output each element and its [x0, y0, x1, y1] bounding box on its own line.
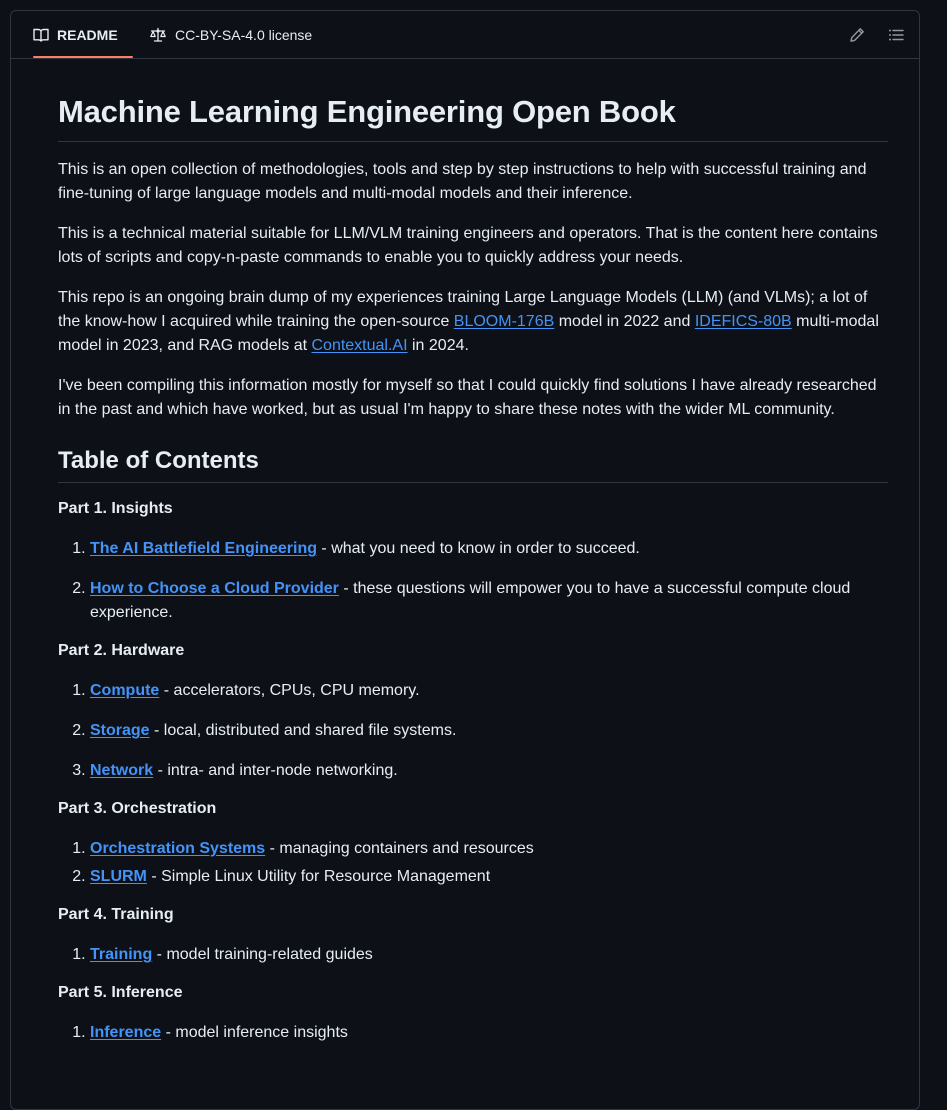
tab-license[interactable]	[149, 11, 312, 59]
active-tab-indicator	[33, 56, 133, 58]
toc-link-compute[interactable]: Compute	[90, 682, 160, 699]
list-item	[90, 679, 888, 703]
p3-text-2: model in 2022 and	[554, 313, 695, 330]
toc-desc: - Simple Linux Utility for Resource Management	[146, 868, 491, 885]
toc-desc: - local, distributed and shared file systems.	[149, 722, 457, 739]
list-unordered-icon	[888, 27, 904, 43]
toc-desc: - intra- and inter-node networking.	[153, 762, 398, 779]
book-icon	[33, 27, 49, 43]
intro-paragraph-4: I've been compiling this information mostly for myself so that I could quickly find solutions I have already researched in the past and which have worked, but as usual I'm happy to share these notes with the wider ML community.	[58, 377, 877, 418]
toc-desc: - model training-related guides	[152, 946, 373, 963]
toc-link-storage[interactable]: Storage	[90, 722, 150, 739]
tab-bar	[11, 11, 919, 59]
toc-link-inference[interactable]: Inference	[90, 1024, 162, 1041]
part-3-title: Part 3. Orchestration	[58, 800, 217, 817]
list-item	[90, 759, 888, 783]
tab-readme[interactable]	[33, 11, 118, 59]
list-item	[90, 865, 888, 889]
p3-text-1: This repo is an ongoing brain dump of my experiences training Large Language Models (LLM) (and VLMs); a lot of the know-how I acquired while training the open-source	[58, 289, 868, 330]
part-3-list	[58, 837, 888, 889]
toc-desc: - managing containers and resources	[265, 840, 534, 857]
readme-content	[58, 59, 888, 1045]
toc-link-cloud-provider[interactable]: How to Choose a Cloud Provider	[90, 580, 339, 597]
outline-button[interactable]	[886, 25, 906, 45]
toc-link-orchestration[interactable]: Orchestration Systems	[90, 840, 266, 857]
tab-license-label: CC-BY-SA-4.0 license	[175, 27, 313, 43]
toc-desc: - accelerators, CPUs, CPU memory.	[159, 682, 420, 699]
p3-text-3: multi-modal model in 2023, and RAG models at	[58, 313, 879, 354]
list-item	[90, 943, 888, 967]
tab-readme-label: README	[57, 27, 118, 43]
part-4-list	[58, 943, 888, 967]
list-item	[90, 1021, 888, 1045]
toc-heading: Table of Contents	[58, 446, 888, 483]
part-5-title: Part 5. Inference	[58, 984, 183, 1001]
idefics-link[interactable]: IDEFICS-80B	[694, 313, 792, 330]
toc-link-ai-battlefield[interactable]: The AI Battlefield Engineering	[90, 540, 317, 557]
intro-paragraph-1: This is an open collection of methodologies, tools and step by step instructions to help with successful training and fine-tuning of large language models and multi-modal models and their inference.	[58, 161, 867, 202]
contextual-ai-link[interactable]: Contextual.AI	[311, 337, 408, 354]
edit-file-button[interactable]	[847, 25, 867, 45]
list-item	[90, 837, 888, 861]
toc-link-slurm[interactable]: SLURM	[90, 868, 147, 885]
part-1-list	[58, 537, 888, 625]
list-item	[90, 719, 888, 743]
part-5-list	[58, 1021, 888, 1045]
part-2-list	[58, 679, 888, 783]
pencil-icon	[849, 27, 865, 43]
readme-panel	[10, 10, 920, 1110]
intro-paragraph-3	[58, 286, 888, 358]
list-item	[90, 537, 888, 561]
toc-desc: - model inference insights	[161, 1024, 348, 1041]
p3-text-4: in 2024.	[407, 337, 469, 354]
intro-paragraph-2: This is a technical material suitable for LLM/VLM training engineers and operators. That is the content here contains lots of scripts and copy-n-paste commands to enable you to quickly address your needs.	[58, 225, 878, 266]
toc-link-network[interactable]: Network	[90, 762, 154, 779]
part-1-title: Part 1. Insights	[58, 500, 173, 517]
bloom-link[interactable]: BLOOM-176B	[453, 313, 555, 330]
toc-desc: - what you need to know in order to succeed.	[316, 540, 640, 557]
list-item	[90, 577, 888, 625]
law-icon	[149, 27, 167, 43]
page-title: Machine Learning Engineering Open Book	[58, 93, 888, 142]
toc-link-training[interactable]: Training	[90, 946, 153, 963]
part-2-title: Part 2. Hardware	[58, 642, 185, 659]
part-4-title: Part 4. Training	[58, 906, 174, 923]
toc-desc: - these questions will empower you to have a successful compute cloud experience.	[90, 580, 851, 621]
